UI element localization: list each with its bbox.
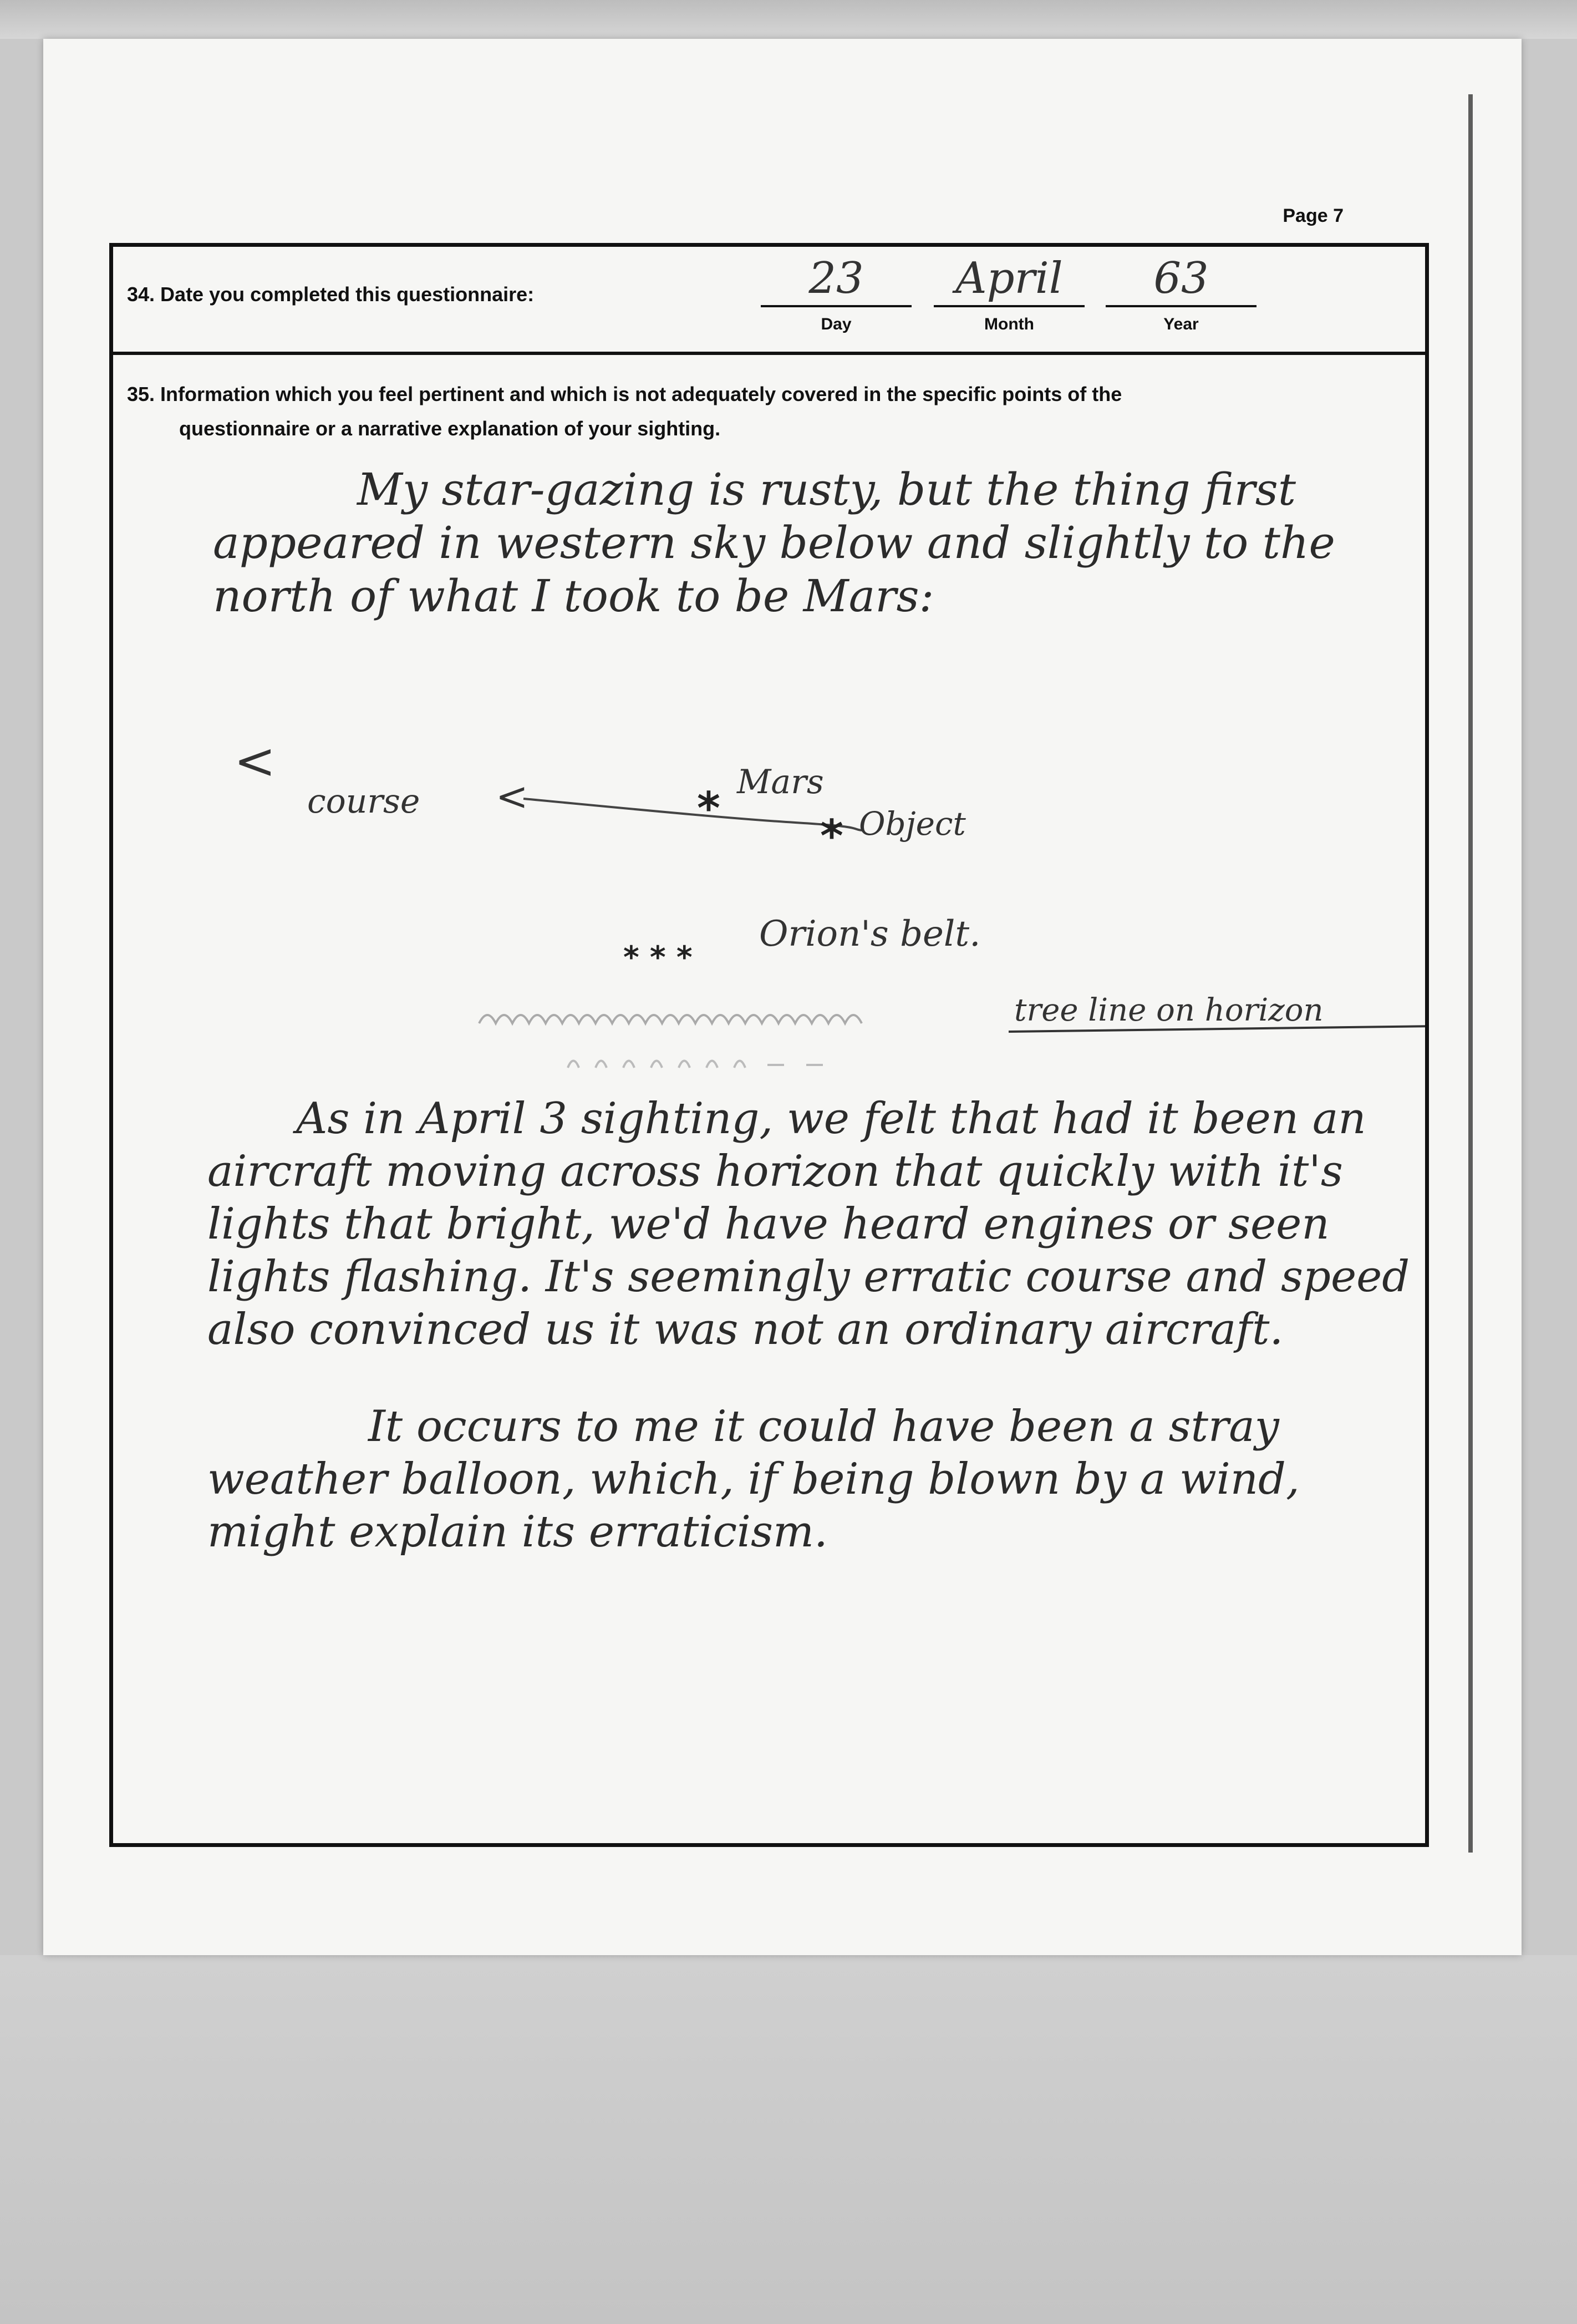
object-star-glyph: * — [820, 810, 843, 862]
date-month-caption: Month — [984, 315, 1034, 333]
date-year-caption: Year — [1163, 315, 1199, 333]
narrative-paragraph-2-text: As in April 3 sighting, we felt that had it been an aircraft moving across horizon that quickly with it's lights that bright, we'd have heard engines or seen lights flashing. It's seemingly erratic course and speed also convinced us it was not an ordinary aircraft. — [207, 1094, 1410, 1354]
question-34-label: 34. Date you completed this questionnaire: — [127, 283, 535, 306]
form-box — [109, 243, 1429, 1847]
course-path-line — [523, 799, 862, 830]
orions-belt-label: Orion's belt. — [759, 914, 981, 955]
date-day-caption: Day — [821, 315, 852, 333]
object-label: Object — [859, 805, 966, 843]
question-35-label-continued: questionnaire or a narrative explanation of your sighting. — [179, 417, 721, 440]
narrative-paragraph-1-text: My star-gazing is rusty, but the thing first appeared in western sky below and slightly to the north of what I took to be Mars: — [213, 464, 1335, 622]
date-year-value: 63 — [1153, 253, 1209, 303]
orions-belt-stars: * * * — [623, 940, 693, 975]
page-number: Page 7 — [1283, 205, 1344, 226]
scan-background-bottom — [0, 1955, 1577, 2324]
tree-line-label: tree line on horizon — [1014, 992, 1324, 1028]
course-arrow-left: < — [234, 732, 276, 790]
mars-star-glyph: * — [697, 783, 720, 834]
page-edge-shadow — [1468, 94, 1473, 1853]
date-month-value: April — [955, 253, 1063, 303]
narrative-paragraph-2 — [207, 1093, 1438, 1356]
narrative-paragraph-3-text: It occurs to me it could have been a stray weather balloon, which, if being blown by a wind, might explain its erraticism. — [207, 1402, 1300, 1557]
tree-line-scribble-lower — [568, 1061, 823, 1068]
sky-sketch — [113, 247, 1425, 1844]
scan-background-top — [0, 0, 1577, 39]
course-arrow-middle: < — [496, 774, 528, 819]
narrative-paragraph-3 — [207, 1401, 1438, 1559]
mars-label: Mars — [737, 763, 824, 801]
question-35-label: 35. Information which you feel pertinent and which is not adequately covered in the specific points of the — [127, 383, 1122, 405]
date-day-value: 23 — [808, 253, 864, 303]
course-label: course — [307, 782, 420, 821]
tree-line-scribble — [479, 1015, 862, 1023]
